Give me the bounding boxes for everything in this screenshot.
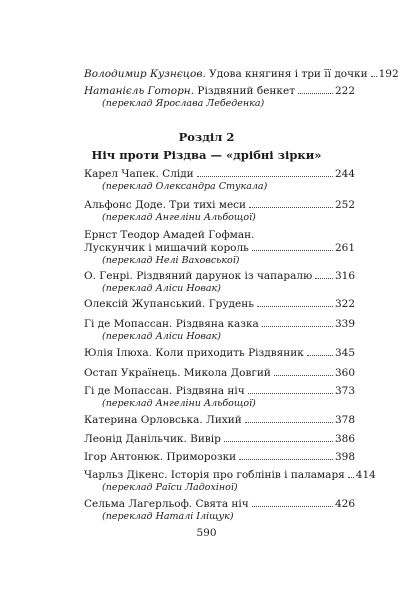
toc-entry [84,318,355,343]
dot-leader [274,374,333,376]
entry-page: 373 [334,385,355,397]
section-title: Ніч проти Різдва — «дрібні зірки» [91,148,322,162]
entry-translator: (переклад Аліси Новак) [102,331,221,342]
entry-title: Карел Чапек. Сліди [84,168,194,180]
dot-leader [239,458,333,460]
entry-author: Натанієль Готорн. [84,85,195,97]
entry-page: 378 [334,414,355,426]
entry-page: 244 [334,168,355,180]
entry-page: 222 [334,85,355,97]
toc-entry [84,451,355,464]
toc-entry [84,433,355,446]
entry-title: Ернст Теодор Амадей Гофман. [84,229,255,241]
dot-leader [252,249,333,251]
entry-title: Різдвяний бенкет [197,85,296,97]
entry-title-continued: Лускунчик і мишачий король [84,242,249,254]
entry-title: Юлія Ілюха. Коли приходить Різдвяник [84,347,304,359]
entry-page: 261 [334,242,355,254]
entry-page: 386 [334,433,355,445]
dot-leader [249,206,333,208]
entry-title: Чарльз Дікенс. Історія про гоблінів і паламаря [84,469,345,481]
entry-translator: (переклад Раїси Ладохіної) [102,482,238,493]
toc-entry [84,385,355,410]
section-label: Розділ 2 [178,130,235,144]
entry-translator: (переклад Аліси Новак) [102,283,221,294]
dot-leader [248,392,333,394]
dot-leader [252,505,333,507]
dot-leader [348,476,354,478]
toc-entry [84,68,399,81]
entry-translator: (переклад Ярослава Лебеденка) [102,98,265,109]
entry-translator: (переклад Олександра Стукала) [102,181,268,192]
entry-page: 322 [334,298,355,310]
entry-title: Гі де Мопассан. Різдвяна ніч [84,385,245,397]
entry-page: 414 [355,469,376,481]
entry-author: Володимир Кузнєцов. [84,68,206,80]
entry-page: 360 [334,367,355,379]
toc-entry [84,469,376,494]
entry-page: 316 [334,270,355,282]
page-number: 590 [196,527,217,539]
entry-title: Остап Українець. Микола Довгий [84,367,271,379]
entry-title: Катерина Орловська. Лихий [84,414,242,426]
entry-title: Олексій Жупанський. Грудень [84,298,254,310]
entry-translator: (переклад Ангеліни Альбощої) [102,212,256,223]
entry-page: 192 [378,68,399,80]
entry-translator: (переклад Ангеліни Альбощої) [102,398,256,409]
dot-leader [371,75,377,77]
entry-page: 345 [334,347,355,359]
entry-page: 252 [334,199,355,211]
dot-leader [315,277,333,279]
dot-leader [245,421,333,423]
entry-page: 339 [334,318,355,330]
toc-entry [84,270,355,295]
entry-title: Гі де Мопассан. Різдвяна казка [84,318,259,330]
dot-leader [224,440,333,442]
entry-title: О. Генрі. Різдвяний дарунок із чапаралю [84,270,313,282]
entry-title: Альфонс Доде. Три тихі меси [84,199,247,211]
dot-leader [307,354,333,356]
entry-translator: (переклад Нелі Ваховської) [102,255,240,266]
toc-entry [84,347,355,360]
entry-page: 426 [334,498,355,510]
toc-entry [84,229,355,267]
toc-entry [84,498,355,523]
entry-title: Сельма Лагерльоф. Свята ніч [84,498,249,510]
toc-entry [84,298,355,311]
entry-translator: (переклад Наталі Іліщук) [102,511,234,522]
entry-title: Удова княгиня і три її дочки [209,68,368,80]
dot-leader [298,92,333,94]
dot-leader [197,175,333,177]
toc-entry [84,85,355,110]
toc-entry [84,367,355,380]
toc-entry [84,199,355,224]
dot-leader [257,305,333,307]
dot-leader [262,325,333,327]
entry-page: 398 [334,451,355,463]
toc-entry [84,168,355,193]
toc-entry [84,414,355,427]
entry-title: Леонід Данільчик. Вивір [84,433,221,445]
entry-title: Ігор Антонюк. Приморозки [84,451,237,463]
